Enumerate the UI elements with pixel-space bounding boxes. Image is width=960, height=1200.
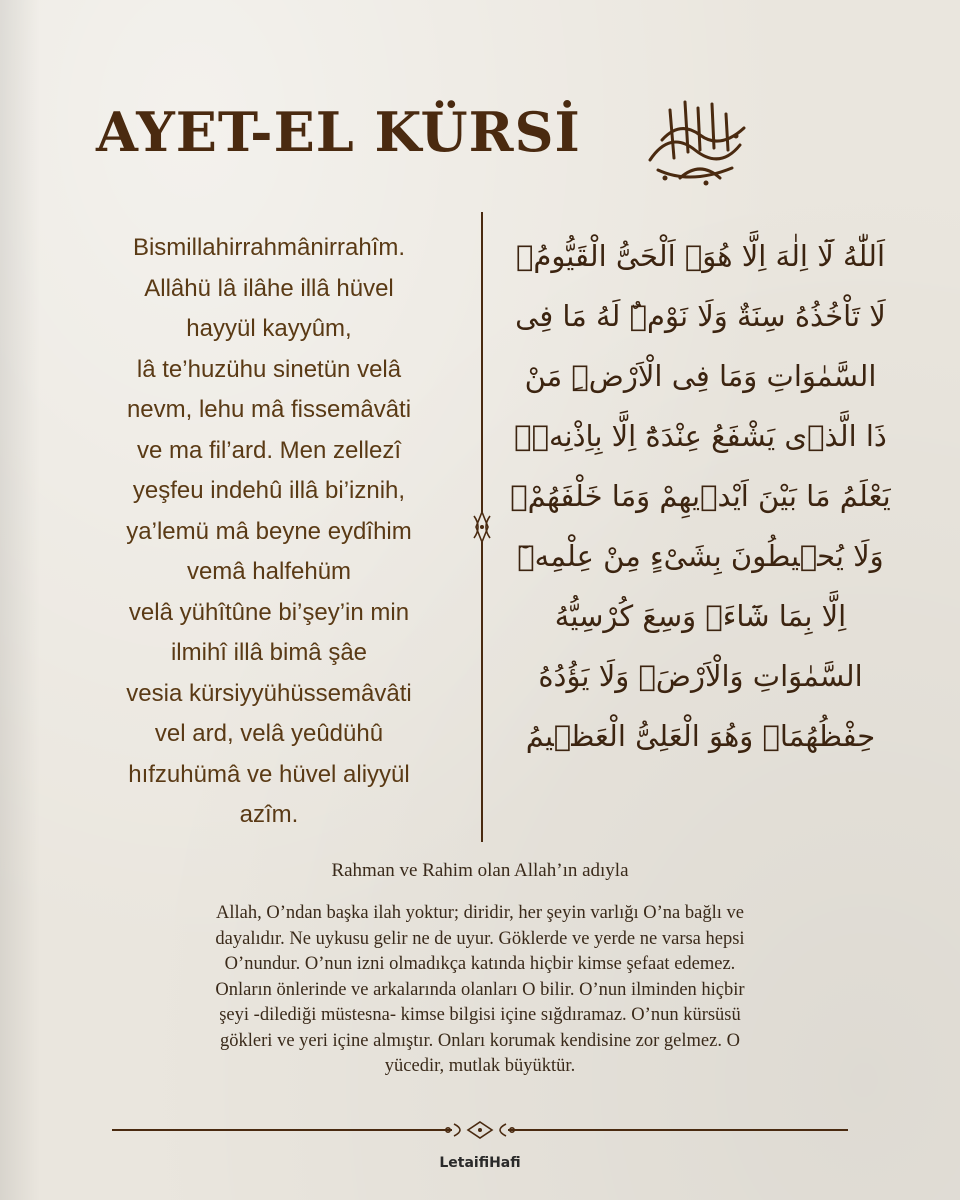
- transliteration-line: azîm.: [239, 801, 299, 828]
- brand-label: LetaifiHafi: [439, 1155, 521, 1171]
- transliteration-line: ilmihî illâ bimâ şâe: [170, 639, 368, 666]
- arabic-line: السَّمٰوَاتِ وَمَا فِی الْاَرْضِۜ مَنْ: [524, 359, 877, 393]
- translation-line: Allah, O’ndan başka ilah yoktur; diridir, her şeyin varlığı O’na bağlı ve: [216, 903, 744, 923]
- translation-block: [120, 901, 840, 1080]
- horizontal-ornament-divider: [112, 1118, 848, 1142]
- arabic-line: حِفْظُهُمَاۚ وَهُوَ الْعَلِیُّ الْعَظ۪یمُ: [525, 719, 876, 753]
- arabic-line: ذَا الَّذ۪ی یَشْفَعُ عِنْدَهُٓ اِلَّا بِاِذْنِه۪ۜ: [514, 419, 887, 453]
- page-edge-shadow: [0, 0, 40, 1200]
- transliteration-line: hıfzuhümâ ve hüvel aliyyül: [128, 760, 410, 788]
- transliteration-line: vesia kürsiyyühüssemâvâti: [126, 679, 412, 707]
- transliteration-line: vemâ halfehüm: [186, 558, 352, 585]
- arabic-line: لَا تَاْخُذُهُ سِنَةٌ وَلَا نَوْمٌۜ لَهُ مَا فِی: [515, 299, 886, 333]
- page-title: AYET-EL KÜRSİ: [96, 100, 581, 164]
- transliteration-line: nevm, lehu mâ fissemâvâti: [126, 396, 412, 423]
- transliteration-line: ve ma fil’ard. Men zellezî: [136, 436, 402, 464]
- transliteration-line: Allâhü lâ ilâhe illâ hüvel: [144, 274, 394, 302]
- translation-line: gökleri ve yeri içine almıştır. Onları korumak kendisine zor gelmez. O: [220, 1030, 740, 1051]
- arabic-line: وَلَا یُح۪یطُونَ بِشَیْءٍ مِنْ عِلْمِه۪ٓ: [517, 539, 884, 573]
- transliteration-line: ya’lemü mâ beyne eydîhim: [126, 517, 412, 545]
- arabic-line: اَللّٰهُ لَٓا اِلٰهَ اِلَّا هُوَۚ اَلْحَیُّ الْقَیُّومُۚ: [515, 239, 886, 273]
- translation-line: O’nundur. O’nun izni olmadıkça katında hiçbir kimse şefaat edemez.: [224, 954, 736, 974]
- vertical-ornament-divider: [470, 212, 494, 842]
- transliteration-line: yeşfeu indehû illâ bi’iznih,: [132, 477, 406, 504]
- transliteration-line: lâ te’huzühu sinetün velâ: [136, 355, 402, 383]
- transliteration-line: Bismillahirrahmânirrahîm.: [132, 234, 406, 261]
- translation-line: yücedir, mutlak büyüktür.: [384, 1056, 576, 1076]
- translation-line: dayalıdır. Ne uykusu gelir ne de uyur. Göklerde ve yerde ne varsa hepsi: [215, 928, 745, 949]
- arabic-text-block: [508, 226, 893, 766]
- translation-title: Rahman ve Rahim olan Allah’ın adıyla: [331, 860, 629, 881]
- bismillah-calligraphy-icon: [640, 90, 760, 190]
- arabic-line: السَّمٰوَاتِ وَالْاَرْضَۚ وَلَا یَؤُدُهُ: [538, 659, 863, 693]
- arabic-line: یَعْلَمُ مَا بَیْنَ اَیْد۪یهِمْ وَمَا خَلْفَهُمْۚ: [510, 479, 891, 513]
- transliteration-line: velâ yühîtûne bi’şey’in min: [128, 598, 410, 626]
- translation-line: şeyi -dilediği müstesna- kimse bilgisi içine sığdıramaz. O’nun kürsüsü: [219, 1005, 741, 1025]
- translation-line: Onların önlerinde ve arkalarında olanları O bilir. O’nun ilminden hiçbir: [215, 979, 745, 1000]
- arabic-line: اِلَّا بِمَا شَٓاءَۚ وَسِعَ كُرْسِیُّهُ: [554, 599, 847, 633]
- transliteration-line: vel ard, velâ yeûdühû: [154, 720, 384, 747]
- transliteration-block: [76, 228, 462, 836]
- transliteration-line: hayyül kayyûm,: [186, 315, 352, 342]
